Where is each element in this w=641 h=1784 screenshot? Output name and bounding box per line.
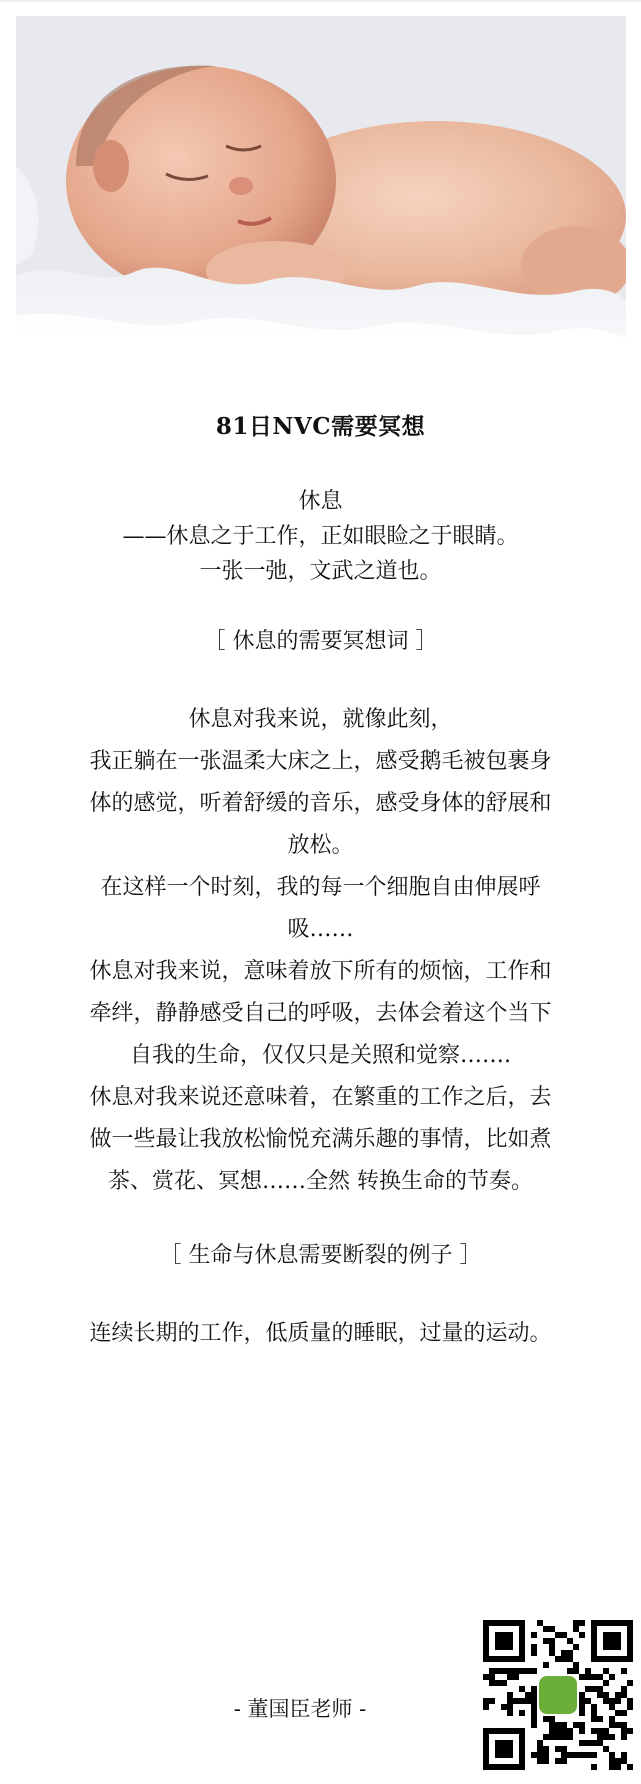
section-heading-rest-meditation: ［ 休息的需要冥想词 ］: [203, 629, 438, 654]
meditation-paragraph: 休息对我来说，就像此刻，: [188, 707, 453, 732]
meditation-paragraph: 在这样一个时刻，我的每一个细胞自由伸展呼吸……: [100, 875, 541, 942]
meditation-paragraph: 休息对我来说，意味着放下所有的烦恼，工作和牵绊，静静感受自己的呼吸，去体会着这个当下自我的生命，仅仅只是关照和觉察…….: [89, 959, 552, 1068]
hero-image-sleeping-baby: [16, 16, 626, 358]
intro-line: 休息: [298, 489, 343, 514]
top-divider: [0, 0, 641, 2]
meditation-body: [83, 699, 558, 1203]
author-signature: - 董国臣老师 -: [233, 1697, 367, 1721]
intro-line: ——休息之于工作，正如眼睑之于眼睛。: [122, 524, 519, 549]
section-heading-examples: ［ 生命与休息需要断裂的例子 ］: [159, 1243, 482, 1268]
qr-code-icon: [483, 1620, 633, 1770]
examples-paragraph: 连续长期的工作，低质量的睡眠，过量的运动。: [89, 1321, 552, 1346]
article-content: [0, 410, 641, 1355]
article-title: 81日NVC需要冥想: [215, 413, 426, 440]
meditation-paragraph: 休息对我来说还意味着，在繁重的工作之后，去做一些最让我放松愉悦充满乐趣的事情，比如煮茶、赏花、冥想……全然 转换生命的节奏。: [89, 1085, 552, 1194]
intro-block: [0, 484, 641, 589]
intro-line: 一张一弛，文武之道也。: [199, 559, 442, 584]
examples-body: [83, 1313, 558, 1355]
meditation-paragraph: 我正躺在一张温柔大床之上，感受鹅毛被包裹身体的感觉，听着舒缓的音乐，感受身体的舒展和放松。: [89, 749, 552, 858]
